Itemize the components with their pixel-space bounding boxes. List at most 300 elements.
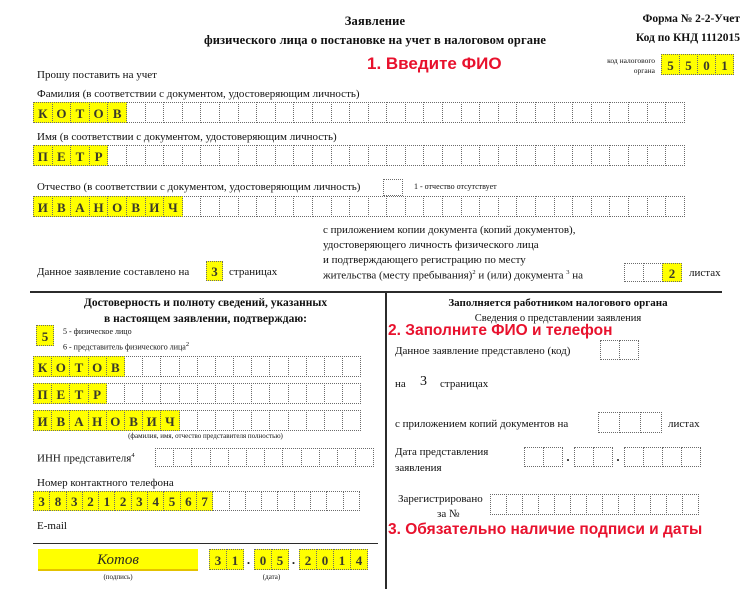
firstname-cell[interactable] [461, 145, 481, 166]
representative-firstname-cell[interactable]: Т [69, 383, 88, 404]
patronymic-cell[interactable] [535, 196, 555, 217]
registered-number-cell[interactable] [682, 494, 699, 515]
surname-cell[interactable] [442, 102, 462, 123]
registered-number-cell[interactable] [538, 494, 555, 515]
right-pages-suffix: страницах [440, 378, 489, 390]
inn-cell[interactable] [264, 448, 283, 467]
attachment-footnote-2: 2 [472, 269, 476, 276]
registered-number-cell[interactable] [490, 494, 507, 515]
firstname-cell[interactable] [609, 145, 629, 166]
firstname-grid[interactable] [33, 145, 684, 166]
representative-caption: (фамилия, имя, отчество представителя полностью) [128, 432, 283, 440]
surname-cell[interactable] [275, 102, 295, 123]
registered-number-cell[interactable] [586, 494, 603, 515]
tax-authority-code-grid[interactable] [661, 54, 733, 75]
representative-patronymic-cell[interactable] [324, 410, 343, 431]
patronymic-cell[interactable] [609, 196, 629, 217]
representative-surname-cell[interactable] [142, 356, 161, 377]
registered-number-cell[interactable] [634, 494, 651, 515]
firstname-cell[interactable] [516, 145, 536, 166]
phone-cell[interactable]: 2 [114, 491, 131, 511]
patronymic-cell[interactable] [572, 196, 592, 217]
date-year-cell[interactable]: 2 [299, 549, 317, 570]
submit-date-month-group[interactable] [574, 447, 612, 467]
representative-patronymic-cell[interactable]: А [69, 410, 88, 431]
signature-date-grid[interactable] [209, 549, 367, 570]
representative-firstname-cell[interactable]: Е [51, 383, 70, 404]
phone-cell[interactable] [245, 491, 262, 511]
annotation-step-1: 1. Введите ФИО [367, 54, 502, 73]
inn-cell[interactable] [228, 448, 247, 467]
representative-surname-cell[interactable] [306, 356, 325, 377]
phone-cell[interactable]: 6 [180, 491, 197, 511]
representative-firstname-grid[interactable] [33, 383, 360, 404]
inn-cell[interactable] [337, 448, 356, 467]
submit-date-month-cell[interactable] [574, 447, 594, 467]
copies-grid[interactable] [598, 412, 661, 433]
representative-surname-cell[interactable] [179, 356, 198, 377]
phone-grid[interactable] [33, 491, 359, 511]
submit-date-label-line1: Дата представления [395, 446, 489, 458]
date-day-cell[interactable]: 1 [226, 549, 244, 570]
patronymic-cell[interactable] [182, 196, 202, 217]
representative-patronymic-cell[interactable] [233, 410, 252, 431]
pages-count-cell[interactable]: 3 [206, 261, 223, 281]
firstname-cell[interactable] [647, 145, 667, 166]
surname-cell[interactable] [145, 102, 165, 123]
sheets-count-grid[interactable] [624, 263, 681, 282]
surname-cell[interactable] [628, 102, 648, 123]
phone-cell[interactable] [229, 491, 246, 511]
representative-surname-cell[interactable] [324, 356, 343, 377]
firstname-cell[interactable] [349, 145, 369, 166]
tax-authority-label-line1: код налогового [607, 56, 655, 65]
registered-number-cell[interactable] [554, 494, 571, 515]
patronymic-cell[interactable]: В [52, 196, 72, 217]
surname-grid[interactable] [33, 102, 684, 123]
representative-firstname-cell[interactable]: Р [88, 383, 107, 404]
registered-label-line1: Зарегистрировано [398, 493, 483, 505]
surname-cell[interactable] [554, 102, 574, 123]
attachment-line-4-text-c: на [569, 269, 584, 282]
registered-number-grid[interactable] [490, 494, 698, 515]
representative-firstname-cell[interactable] [342, 383, 361, 404]
registered-number-cell[interactable] [666, 494, 683, 515]
firstname-cell[interactable] [591, 145, 611, 166]
firstname-cell[interactable] [535, 145, 555, 166]
representative-firstname-cell[interactable] [324, 383, 343, 404]
submit-date-day-group[interactable] [524, 447, 562, 467]
firstname-cell[interactable] [572, 145, 592, 166]
phone-label: Номер контактного телефона [37, 477, 174, 489]
registered-number-cell[interactable] [506, 494, 523, 515]
representative-firstname-cell[interactable] [215, 383, 234, 404]
surname-cell[interactable] [349, 102, 369, 123]
firstname-cell[interactable] [182, 145, 202, 166]
submit-date-year-cell[interactable] [643, 447, 663, 467]
representative-patronymic-cell[interactable]: О [106, 410, 125, 431]
firstname-cell[interactable] [331, 145, 351, 166]
representative-surname-cell[interactable]: О [51, 356, 70, 377]
firstname-cell[interactable]: Р [89, 145, 109, 166]
surname-label: Фамилия (в соответствии с документом, удостоверяющим личность) [37, 88, 360, 100]
inn-label-text: ИНН представителя [37, 452, 132, 465]
date-caption: (дата) [262, 573, 281, 581]
sheets-cell[interactable]: 2 [662, 263, 682, 282]
tax-authority-code-cell[interactable]: 5 [679, 54, 698, 75]
representative-patronymic-cell[interactable]: Н [88, 410, 107, 431]
representative-patronymic-cell[interactable] [306, 410, 325, 431]
submit-date-label-line2: заявления [395, 462, 442, 474]
knd-code: Код по КНД 1112015 [635, 32, 740, 44]
firstname-cell[interactable] [423, 145, 443, 166]
representative-surname-cell[interactable] [251, 356, 270, 377]
phone-cell[interactable] [212, 491, 229, 511]
right-panel-heading-line2: Сведения о представлении заявления [474, 313, 642, 324]
submit-date-day-cell[interactable] [524, 447, 544, 467]
patronymic-cell[interactable]: В [126, 196, 146, 217]
representative-patronymic-cell[interactable] [197, 410, 216, 431]
surname-cell[interactable] [293, 102, 313, 123]
representative-surname-cell[interactable] [124, 356, 143, 377]
firstname-cell[interactable] [200, 145, 220, 166]
representative-surname-cell[interactable]: К [33, 356, 52, 377]
surname-cell[interactable] [182, 102, 202, 123]
attachment-line-2: удостоверяющего личность физического лица [323, 239, 539, 251]
no-patronymic-cell[interactable] [383, 179, 403, 196]
firstname-cell[interactable] [554, 145, 574, 166]
patronymic-cell[interactable] [275, 196, 295, 217]
phone-cell[interactable] [261, 491, 278, 511]
surname-cell[interactable] [312, 102, 332, 123]
surname-cell[interactable] [423, 102, 443, 123]
representative-firstname-cell[interactable] [160, 383, 179, 404]
no-patronymic-checkbox[interactable] [383, 179, 402, 196]
surname-cell[interactable] [200, 102, 220, 123]
patronymic-cell[interactable] [349, 196, 369, 217]
attachment-line-4 [323, 269, 583, 282]
representative-firstname-cell[interactable] [269, 383, 288, 404]
email-label: E-mail [37, 520, 67, 532]
firstname-cell[interactable]: Т [70, 145, 90, 166]
section-divider-horizontal [30, 291, 722, 293]
document-subtitle: физического лица о постановке на учет в налоговом органе [203, 33, 547, 47]
inn-cell[interactable] [173, 448, 192, 467]
submit-date-year-group[interactable] [624, 447, 700, 467]
representative-patronymic-cell[interactable] [179, 410, 198, 431]
submit-date-year-cell[interactable] [624, 447, 644, 467]
option-6-footnote: 2 [185, 341, 190, 348]
date-month-cell[interactable]: 0 [254, 549, 272, 570]
date-year-cell[interactable]: 1 [333, 549, 351, 570]
inn-cell[interactable] [191, 448, 210, 467]
document-title: Заявление [344, 14, 406, 28]
phone-cell[interactable]: 4 [147, 491, 164, 511]
phone-cell[interactable]: 5 [163, 491, 180, 511]
phone-cell[interactable]: 8 [49, 491, 66, 511]
representative-patronymic-grid[interactable] [33, 410, 360, 431]
surname-cell[interactable] [479, 102, 499, 123]
firstname-cell[interactable] [126, 145, 146, 166]
date-year-cell[interactable]: 4 [350, 549, 368, 570]
patronymic-cell[interactable]: О [107, 196, 127, 217]
surname-cell[interactable] [238, 102, 258, 123]
sheets-suffix-label: листах [689, 267, 721, 279]
submitted-code-label: Данное заявление представлено (код) [395, 345, 571, 357]
representative-firstname-cell[interactable]: П [33, 383, 52, 404]
phone-cell[interactable] [294, 491, 311, 511]
registered-number-cell[interactable] [522, 494, 539, 515]
patronymic-cell[interactable] [293, 196, 313, 217]
registered-number-cell[interactable] [602, 494, 619, 515]
patronymic-cell[interactable] [442, 196, 462, 217]
phone-cell[interactable]: 3 [66, 491, 83, 511]
tax-authority-code-cell[interactable]: 1 [715, 54, 734, 75]
patronymic-cell[interactable] [331, 196, 351, 217]
firstname-cell[interactable] [145, 145, 165, 166]
patronymic-cell[interactable] [368, 196, 388, 217]
submitted-code-cell[interactable] [619, 340, 639, 360]
submit-date-month-cell[interactable] [593, 447, 613, 467]
representative-firstname-cell[interactable] [251, 383, 270, 404]
inn-cell[interactable] [282, 448, 301, 467]
sheets-cell[interactable] [624, 263, 644, 282]
submitted-code-cell[interactable] [600, 340, 620, 360]
surname-cell[interactable] [665, 102, 685, 123]
firstname-cell[interactable] [665, 145, 685, 166]
tax-authority-code-cell[interactable]: 5 [661, 54, 680, 75]
firstname-cell[interactable] [163, 145, 183, 166]
patronymic-cell[interactable] [554, 196, 574, 217]
patronymic-cell[interactable] [256, 196, 276, 217]
representative-patronymic-cell[interactable]: И [142, 410, 161, 431]
submit-date-separator-dot: . [616, 449, 620, 464]
date-month-cell[interactable]: 5 [271, 549, 289, 570]
patronymic-cell[interactable] [628, 196, 648, 217]
firstname-cell[interactable] [442, 145, 462, 166]
representative-patronymic-cell[interactable] [342, 410, 361, 431]
representative-firstname-cell[interactable] [306, 383, 325, 404]
surname-cell[interactable] [572, 102, 592, 123]
representative-patronymic-cell[interactable]: И [33, 410, 52, 431]
date-separator-dot: . [291, 552, 296, 567]
firstname-cell[interactable] [219, 145, 239, 166]
representative-patronymic-cell[interactable]: В [124, 410, 143, 431]
inn-cell[interactable] [301, 448, 320, 467]
surname-cell[interactable] [498, 102, 518, 123]
firstname-cell[interactable]: Е [52, 145, 72, 166]
option-6-text: 6 - представитель физического лица [63, 342, 186, 352]
no-patronymic-note: 1 - отчество отсутствует [414, 182, 497, 191]
representative-firstname-cell[interactable] [106, 383, 125, 404]
representative-patronymic-cell[interactable] [288, 410, 307, 431]
option-5-label: 5 - физическое лицо [63, 327, 132, 336]
registered-number-cell[interactable] [618, 494, 635, 515]
submitted-code-grid[interactable] [600, 340, 638, 360]
copies-cell[interactable] [598, 412, 620, 433]
patronymic-cell[interactable] [386, 196, 406, 217]
surname-cell[interactable]: О [89, 102, 109, 123]
firstname-cell[interactable] [107, 145, 127, 166]
surname-cell[interactable] [386, 102, 406, 123]
surname-cell[interactable] [126, 102, 146, 123]
surname-cell[interactable] [591, 102, 611, 123]
inn-cell[interactable] [355, 448, 374, 467]
firstname-cell[interactable] [498, 145, 518, 166]
tax-authority-code-cell[interactable]: 0 [697, 54, 716, 75]
patronymic-grid[interactable] [33, 196, 684, 217]
representative-surname-cell[interactable] [160, 356, 179, 377]
patronymic-cell[interactable]: И [33, 196, 53, 217]
surname-cell[interactable] [331, 102, 351, 123]
patronymic-cell[interactable] [219, 196, 239, 217]
firstname-cell[interactable]: П [33, 145, 53, 166]
firstname-cell[interactable] [312, 145, 332, 166]
firstname-cell[interactable] [368, 145, 388, 166]
option-6-label [63, 341, 189, 352]
surname-cell[interactable] [535, 102, 555, 123]
patronymic-cell[interactable] [405, 196, 425, 217]
representative-patronymic-cell[interactable] [251, 410, 270, 431]
firstname-cell[interactable] [405, 145, 425, 166]
patronymic-cell[interactable] [591, 196, 611, 217]
representative-firstname-cell[interactable] [179, 383, 198, 404]
representative-surname-cell[interactable]: Т [69, 356, 88, 377]
signature-caption: (подпись) [103, 573, 133, 581]
patronymic-cell[interactable] [200, 196, 220, 217]
patronymic-cell[interactable]: Н [89, 196, 109, 217]
surname-cell[interactable] [516, 102, 536, 123]
submit-date-day-cell[interactable] [543, 447, 563, 467]
copies-suffix: листах [668, 418, 700, 430]
surname-cell[interactable] [163, 102, 183, 123]
copies-label: с приложением копий документов на [395, 418, 569, 430]
patronymic-cell[interactable] [665, 196, 685, 217]
representative-firstname-cell[interactable] [197, 383, 216, 404]
phone-cell[interactable]: 3 [33, 491, 50, 511]
representative-surname-cell[interactable] [288, 356, 307, 377]
inn-cell[interactable] [246, 448, 265, 467]
firstname-cell[interactable] [293, 145, 313, 166]
confirm-code-cell[interactable]: 5 [36, 325, 54, 346]
registered-number-cell[interactable] [570, 494, 587, 515]
patronymic-cell[interactable] [312, 196, 332, 217]
phone-cell[interactable] [277, 491, 294, 511]
surname-cell[interactable] [609, 102, 629, 123]
representative-surname-cell[interactable] [197, 356, 216, 377]
attachment-footnote-3: 3 [566, 269, 570, 276]
patronymic-cell[interactable] [647, 196, 667, 217]
sheets-cell[interactable] [643, 263, 663, 282]
registered-label-line2: за № [437, 508, 460, 520]
representative-firstname-cell[interactable] [142, 383, 161, 404]
representative-patronymic-cell[interactable]: В [51, 410, 70, 431]
surname-cell[interactable] [219, 102, 239, 123]
representative-surname-cell[interactable]: В [106, 356, 125, 377]
submit-date-year-cell[interactable] [681, 447, 701, 467]
form-number: Форма № 2-2-Учет [642, 13, 740, 25]
request-label: Прошу поставить на учет [37, 69, 157, 81]
inn-cell[interactable] [155, 448, 174, 467]
surname-cell[interactable]: В [107, 102, 127, 123]
representative-surname-cell[interactable] [233, 356, 252, 377]
right-pages-prefix: на [395, 378, 406, 390]
registered-number-cell[interactable] [650, 494, 667, 515]
firstname-cell[interactable] [256, 145, 276, 166]
representative-patronymic-cell[interactable] [215, 410, 234, 431]
representative-firstname-cell[interactable] [124, 383, 143, 404]
firstname-cell[interactable] [238, 145, 258, 166]
inn-footnote: 4 [131, 452, 135, 459]
inn-grid[interactable] [155, 448, 373, 467]
patronymic-cell[interactable]: Ч [163, 196, 183, 217]
representative-surname-cell[interactable] [269, 356, 288, 377]
firstname-cell[interactable] [628, 145, 648, 166]
surname-cell[interactable] [405, 102, 425, 123]
patronymic-cell[interactable] [238, 196, 258, 217]
patronymic-cell[interactable] [479, 196, 499, 217]
phone-cell[interactable] [343, 491, 360, 511]
signature-field[interactable]: Котов [38, 549, 198, 571]
date-day-cell[interactable]: 3 [209, 549, 227, 570]
firstname-cell[interactable] [479, 145, 499, 166]
copies-cell[interactable] [640, 412, 662, 433]
annotation-step-3: 3. Обязательно наличие подписи и даты [388, 521, 703, 538]
surname-cell[interactable] [256, 102, 276, 123]
representative-firstname-cell[interactable] [288, 383, 307, 404]
phone-cell[interactable]: 3 [131, 491, 148, 511]
date-separator-dot: . [246, 552, 251, 567]
phone-cell[interactable] [310, 491, 327, 511]
phone-cell[interactable]: 2 [82, 491, 99, 511]
representative-surname-grid[interactable] [33, 356, 360, 377]
patronymic-cell[interactable] [423, 196, 443, 217]
pages-suffix-label: страницах [229, 266, 278, 278]
submit-date-grid[interactable] [524, 447, 700, 467]
representative-surname-cell[interactable] [342, 356, 361, 377]
phone-cell[interactable]: 1 [98, 491, 115, 511]
right-panel-heading-line1: Заполняется работником налогового органа [448, 297, 668, 309]
firstname-cell[interactable] [386, 145, 406, 166]
patronymic-cell[interactable] [461, 196, 481, 217]
representative-patronymic-cell[interactable] [269, 410, 288, 431]
copies-cell[interactable] [619, 412, 641, 433]
patronymic-cell[interactable]: И [145, 196, 165, 217]
surname-cell[interactable]: О [52, 102, 72, 123]
inn-cell[interactable] [210, 448, 229, 467]
surname-cell[interactable] [368, 102, 388, 123]
representative-patronymic-cell[interactable]: Ч [160, 410, 179, 431]
patronymic-cell[interactable] [498, 196, 518, 217]
surname-cell[interactable]: К [33, 102, 53, 123]
date-year-cell[interactable]: 0 [316, 549, 334, 570]
firstname-cell[interactable] [275, 145, 295, 166]
phone-cell[interactable]: 7 [196, 491, 213, 511]
representative-surname-cell[interactable] [215, 356, 234, 377]
surname-cell[interactable] [461, 102, 481, 123]
phone-cell[interactable] [326, 491, 343, 511]
signature-row-separator [33, 543, 378, 544]
representative-surname-cell[interactable]: О [88, 356, 107, 377]
surname-cell[interactable] [647, 102, 667, 123]
inn-cell[interactable] [319, 448, 338, 467]
submit-date-year-cell[interactable] [662, 447, 682, 467]
surname-cell[interactable]: Т [70, 102, 90, 123]
patronymic-cell[interactable]: А [70, 196, 90, 217]
patronymic-cell[interactable] [516, 196, 536, 217]
attachment-line-4-text-b: и (или) документа [475, 269, 567, 282]
representative-firstname-cell[interactable] [233, 383, 252, 404]
